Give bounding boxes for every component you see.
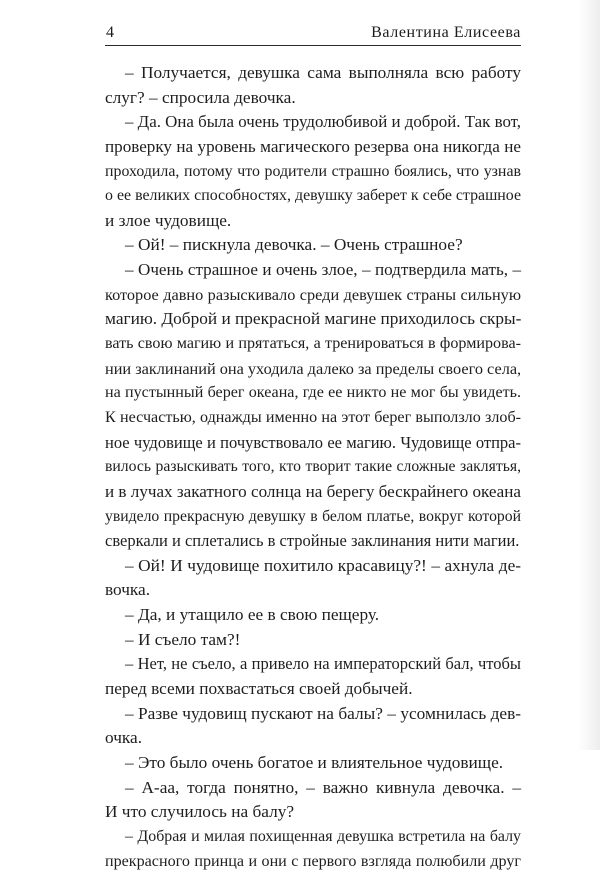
text-line: – Очень страшное и очень злое, – подтвердила мать, – (105, 258, 521, 283)
text-line: – Разве чудовищ пускают на балы? – усомнилась дев- (105, 702, 521, 727)
running-head-author: Валентина Елисеева (371, 24, 521, 42)
text-line: перед всеми похвастаться своей добычей. (105, 677, 521, 702)
scan-edge-shadow (578, 0, 600, 750)
text-line: И что случилось на балу? (105, 800, 521, 825)
text-line: вилось разыскивать того, кто творит такие сложные заклятья, (105, 455, 521, 480)
text-line: – И съело там?! (105, 628, 521, 653)
text-line: – Это было очень богатое и влиятельное чудовище. (105, 751, 521, 776)
text-line: – Ой! И чудовище похитило красавицу?! – ахнула де- (105, 554, 521, 579)
text-line: – А-аа, тогда понятно, – важно кивнула девочка. – (105, 776, 521, 801)
page-header (105, 23, 521, 46)
text-line: и в лучах закатного солнца на берегу бескрайнего океана (105, 480, 521, 505)
text-line: – Получается, девушка сама выполняла всю работу (105, 61, 521, 86)
text-line: о ее великих способностях, девушку заберет к себе страшное (105, 184, 521, 209)
text-line: – Ой! – пискнула девочка. – Очень страшное? (105, 233, 521, 258)
text-line: ное чудовище и почувствовало ее магию. Чудовище отпра- (105, 431, 521, 456)
text-line: прекрасного принца и они с первого взгляда полюбили друг (105, 850, 521, 874)
text-line: проверку на уровень магического резерва она никогда не (105, 135, 521, 160)
page-number: 4 (106, 24, 114, 42)
text-line: и злое чудовище. (105, 209, 521, 234)
text-line: – Да. Она была очень трудолюбивой и доброй. Так вот, (105, 110, 521, 135)
text-line: которое давно разыскивало среди девушек страны сильную (105, 283, 521, 308)
text-line: очка. (105, 726, 521, 751)
text-line: магию. Доброй и прекрасной магине приходилось скры- (105, 307, 521, 332)
text-line: нии заклинаний она уходила далеко за пределы своего села, (105, 357, 521, 382)
text-line: вочка. (105, 578, 521, 603)
text-line: на пустынный берег океана, где ее никто не мог бы увидеть. (105, 381, 521, 406)
text-line: – Добрая и милая похищенная девушка встретила на балу (105, 825, 521, 850)
text-line: К несчастью, однажды именно на этот берег выползло злоб- (105, 406, 521, 431)
text-line: сверкали и сплетались в стройные заклинания нити магии. (105, 529, 521, 554)
text-line: – Нет, не съело, а привело на императорский бал, чтобы (105, 652, 521, 677)
text-line: увидело прекрасную девушку в белом платье, вокруг которой (105, 505, 521, 530)
text-line: проходила, потому что родители страшно боялись, что узнав (105, 160, 521, 185)
body-text (105, 61, 521, 874)
text-line: вать свою магию и прятаться, а тренироваться в формирова- (105, 332, 521, 357)
text-line: слуг? – спросила девочка. (105, 86, 521, 111)
text-line: – Да, и утащило ее в свою пещеру. (105, 603, 521, 628)
